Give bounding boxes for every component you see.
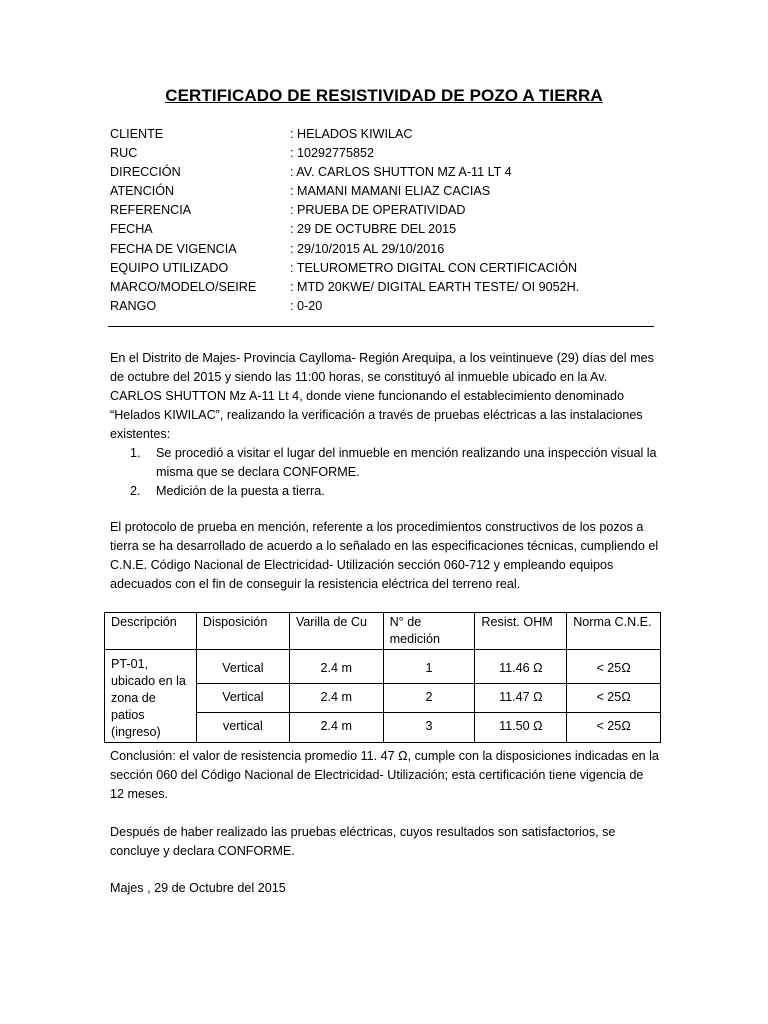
- list-text: Se procedió a visitar el lugar del inmueble en mención realizando una inspección visual la misma que se declara CONFORME.: [156, 446, 657, 479]
- field-label: MARCO/MODELO/SEIRE: [110, 279, 257, 294]
- cell-medicion: 1: [383, 650, 475, 684]
- field-value: : MAMANI MAMANI ELIAZ CACIAS: [290, 184, 491, 199]
- field-row-cliente: [110, 125, 670, 144]
- header-varilla: Varilla de Cu: [289, 613, 383, 650]
- field-value: : HELADOS KIWILAC: [290, 127, 413, 141]
- field-label: REFERENCIA: [110, 203, 192, 218]
- field-label: CLIENTE: [110, 127, 164, 141]
- list-item: [130, 482, 660, 501]
- list-number: 1.: [130, 446, 141, 460]
- cell-resist: 11.50 Ω: [475, 713, 567, 743]
- cell-medicion: 3: [383, 713, 475, 743]
- cell-varilla: 2.4 m: [289, 713, 383, 743]
- field-row-ruc: [110, 144, 670, 163]
- field-row-marco: [110, 278, 670, 297]
- cell-medicion: 2: [383, 683, 475, 713]
- protocol-paragraph: El protocolo de prueba en mención, referente a los procedimientos constructivos de los pozos a tierra se ha desarrollado de acuerdo a lo señalado en las especificaciones técnicas, cumpliendo el C.N.E. Código Nacional de Electricidad- Utilización sección 060-712 y empleando equipos adecuados con el fin de conseguir la resistencia eléctrica del terreno real.: [110, 520, 659, 591]
- field-row-direccion: [110, 163, 670, 182]
- field-label: FECHA: [110, 222, 153, 237]
- field-row-vigencia: [110, 240, 670, 259]
- field-value: : 29 DE OCTUBRE DEL 2015: [290, 222, 457, 237]
- cell-varilla: 2.4 m: [289, 683, 383, 713]
- field-value: : 10292775852: [290, 146, 375, 161]
- cell-norma: < 25Ω: [567, 683, 661, 713]
- cell-disposicion: Vertical: [196, 650, 289, 684]
- header-norma: Norma C.N.E.: [567, 613, 661, 650]
- header-medicion: N° de medición: [383, 613, 475, 650]
- field-label: ATENCIÓN: [110, 184, 175, 199]
- list-number: 2.: [130, 484, 141, 498]
- field-value: : 29/10/2015 AL 29/10/2016: [290, 241, 445, 256]
- intro-paragraph: En el Distrito de Majes- Provincia Caylloma- Región Arequipa, a los veintinueve (29) días del mes de octubre del 2015 y siendo las 11:00 horas, se constituyó al inmueble ubicado en la Av. CARLOS SHUTTON Mz A-11 Lt 4, donde viene funcionando el establecimiento denominado “Helados KIWILAC”, realizando la verificación a través de pruebas eléctricas a las instalaciones existentes:: [110, 351, 654, 441]
- closing-place-date: Majes , 29 de Octubre del 2015: [110, 881, 286, 895]
- field-value: : 0-20: [290, 298, 323, 313]
- cell-resist: 11.46 Ω: [475, 650, 567, 684]
- field-row-equipo: [110, 259, 670, 278]
- header-fields: [110, 125, 670, 316]
- conclusion-paragraph: Conclusión: el valor de resistencia promedio 11. 47 Ω, cumple con la disposiciones indicadas en la sección 060 del Código Nacional de Electricidad- Utilización; esta certificación tiene vigencia de 12 meses.: [110, 749, 659, 801]
- cell-disposicion: Vertical: [196, 683, 289, 713]
- field-value: : AV. CARLOS SHUTTON MZ A-11 LT 4: [290, 165, 512, 180]
- field-label: EQUIPO UTILIZADO: [110, 260, 229, 275]
- field-label: FECHA DE VIGENCIA: [110, 241, 237, 256]
- field-label: RANGO: [110, 298, 157, 313]
- results-table: [104, 612, 661, 743]
- inspection-list: [130, 444, 660, 501]
- field-row-atencion: [110, 182, 670, 201]
- list-item: [130, 444, 660, 482]
- cell-resist: 11.47 Ω: [475, 683, 567, 713]
- field-row-referencia: [110, 201, 670, 220]
- field-label: RUC: [110, 146, 138, 161]
- cell-disposicion: vertical: [196, 713, 289, 743]
- field-label: DIRECCIÓN: [110, 165, 181, 180]
- separator-line: [108, 326, 654, 327]
- list-text: Medición de la puesta a tierra.: [156, 484, 325, 498]
- field-value: : PRUEBA DE OPERATIVIDAD: [290, 203, 466, 218]
- field-row-fecha: [110, 220, 670, 239]
- header-disposicion: Disposición: [196, 613, 289, 650]
- document-title: CERTIFICADO DE RESISTIVIDAD DE POZO A TIERRA: [165, 86, 603, 105]
- description-cell: PT-01, ubicado en la zona de patios (ingreso): [105, 650, 197, 743]
- field-row-rango: [110, 297, 670, 316]
- table-row: [105, 650, 661, 684]
- declaration-paragraph: Después de haber realizado las pruebas eléctricas, cuyos resultados son satisfactorios, se concluye y declara CONFORME.: [110, 825, 616, 858]
- field-value: : TELUROMETRO DIGITAL CON CERTIFICACIÓN: [290, 260, 578, 275]
- cell-norma: < 25Ω: [567, 650, 661, 684]
- header-resist: Resist. OHM: [475, 613, 567, 650]
- header-descripcion: Descripción: [105, 613, 197, 650]
- cell-norma: < 25Ω: [567, 713, 661, 743]
- field-value: : MTD 20KWE/ DIGITAL EARTH TESTE/ OI 9052H.: [290, 279, 580, 294]
- table-header-row: [105, 613, 661, 650]
- cell-varilla: 2.4 m: [289, 650, 383, 684]
